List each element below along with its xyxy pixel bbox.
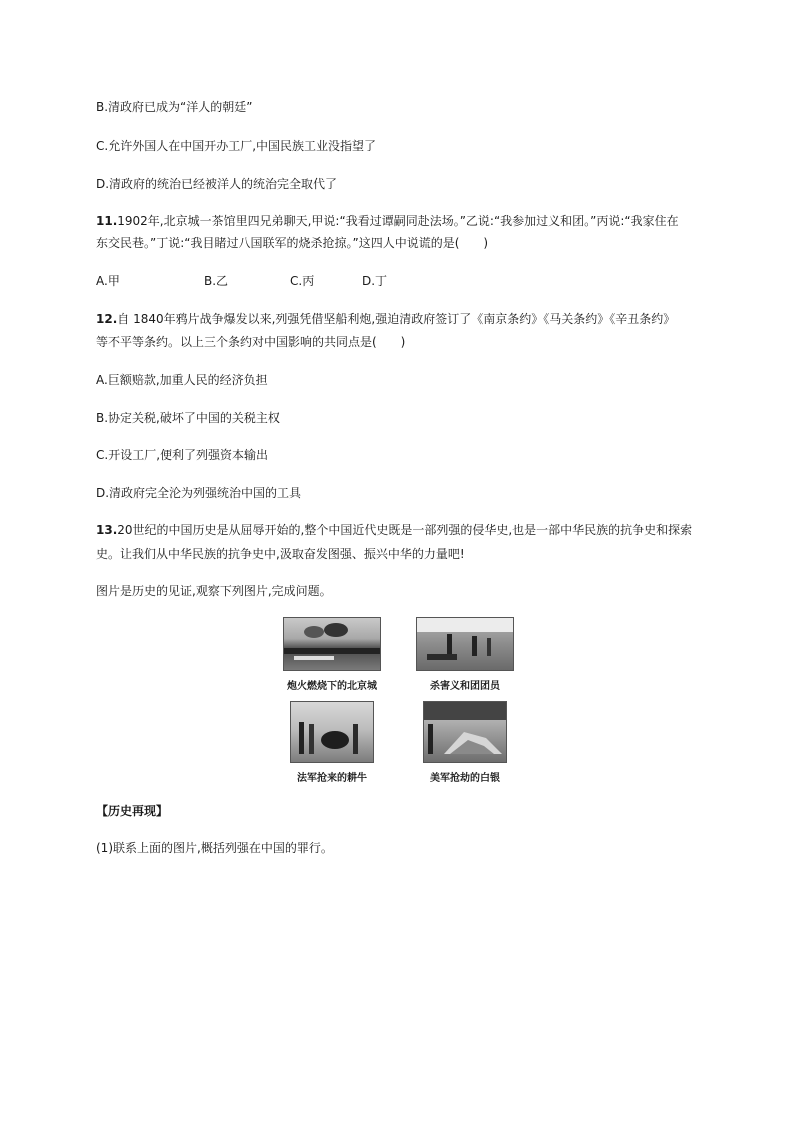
q11-options <box>96 273 387 289</box>
caption-beijing-burning: 炮火燃烧下的北京城 <box>287 681 377 692</box>
q12-option-a: A.巨额赔款,加重人民的经济负担 <box>96 373 268 387</box>
q12-stem-line1 <box>96 311 675 327</box>
q11-number: 11. <box>96 214 118 228</box>
figure-boxer-execution <box>405 617 525 692</box>
q10-option-d: D.清政府的统治已经被洋人的统治完全取代了 <box>96 177 338 191</box>
q11-text-1: 1902年,北京城一茶馆里四兄弟聊天,甲说:“我看过谭嗣同赴法场。”乙说:“我参加过义和团。”丙说:“我家住在 <box>117 214 679 228</box>
caption-french-cattle: 法军抢来的耕牛 <box>297 773 367 784</box>
figure-beijing-burning <box>272 617 392 692</box>
q13-stem-line2: 史。让我们从中华民族的抗争史中,汲取奋发图强、振兴中华的力量吧! <box>96 547 465 561</box>
photo-french-cattle <box>290 701 374 763</box>
q13-intro: 图片是历史的见证,观察下列图片,完成问题。 <box>96 584 332 598</box>
q12-text-1: 自 1840年鸦片战争爆发以来,列强凭借坚船利炮,强迫清政府签订了《南京条约》《马关条约》《辛丑条约》 <box>117 312 676 326</box>
q12-number: 12. <box>96 312 118 326</box>
q11-option-a: A.甲 <box>96 274 120 288</box>
q12-option-c: C.开设工厂,便利了列强资本输出 <box>96 448 269 462</box>
figure-french-cattle <box>272 701 392 784</box>
q10-option-b: B.清政府已成为“洋人的朝廷” <box>96 100 253 114</box>
section-history-reproduction: 【历史再现】 <box>96 804 169 818</box>
q13-stem-line1 <box>96 522 692 538</box>
caption-us-silver: 美军抢劫的白银 <box>430 773 500 784</box>
photo-beijing-burning <box>283 617 381 671</box>
q11-option-d: D.丁 <box>362 274 388 288</box>
photo-us-silver <box>423 701 507 763</box>
q11-option-b: B.乙 <box>204 274 229 288</box>
q11-option-c: C.丙 <box>290 274 315 288</box>
q13-number: 13. <box>96 523 118 537</box>
photo-boxer-execution <box>416 617 514 671</box>
q12-option-b: B.协定关税,破坏了中国的关税主权 <box>96 411 280 425</box>
q13-subquestion-1: (1)联系上面的图片,概括列强在中国的罪行。 <box>96 841 333 855</box>
q11-stem-line2: 东交民巷。”丁说:“我目睹过八国联军的烧杀抢掠。”这四人中说谎的是( ) <box>96 236 489 250</box>
q12-stem-line2: 等不平等条约。以上三个条约对中国影响的共同点是( ) <box>96 335 406 349</box>
q10-option-c: C.允许外国人在中国开办工厂,中国民族工业没指望了 <box>96 139 377 153</box>
q11-stem-line1 <box>96 213 679 229</box>
q12-option-d: D.清政府完全沦为列强统治中国的工具 <box>96 486 302 500</box>
q13-text-1: 20世纪的中国历史是从屈辱开始的,整个中国近代史既是一部列强的侵华史,也是一部中华民族的抗争史和探索 <box>117 523 693 537</box>
figure-us-silver <box>405 701 525 784</box>
caption-boxer-execution: 杀害义和团团员 <box>430 681 500 692</box>
